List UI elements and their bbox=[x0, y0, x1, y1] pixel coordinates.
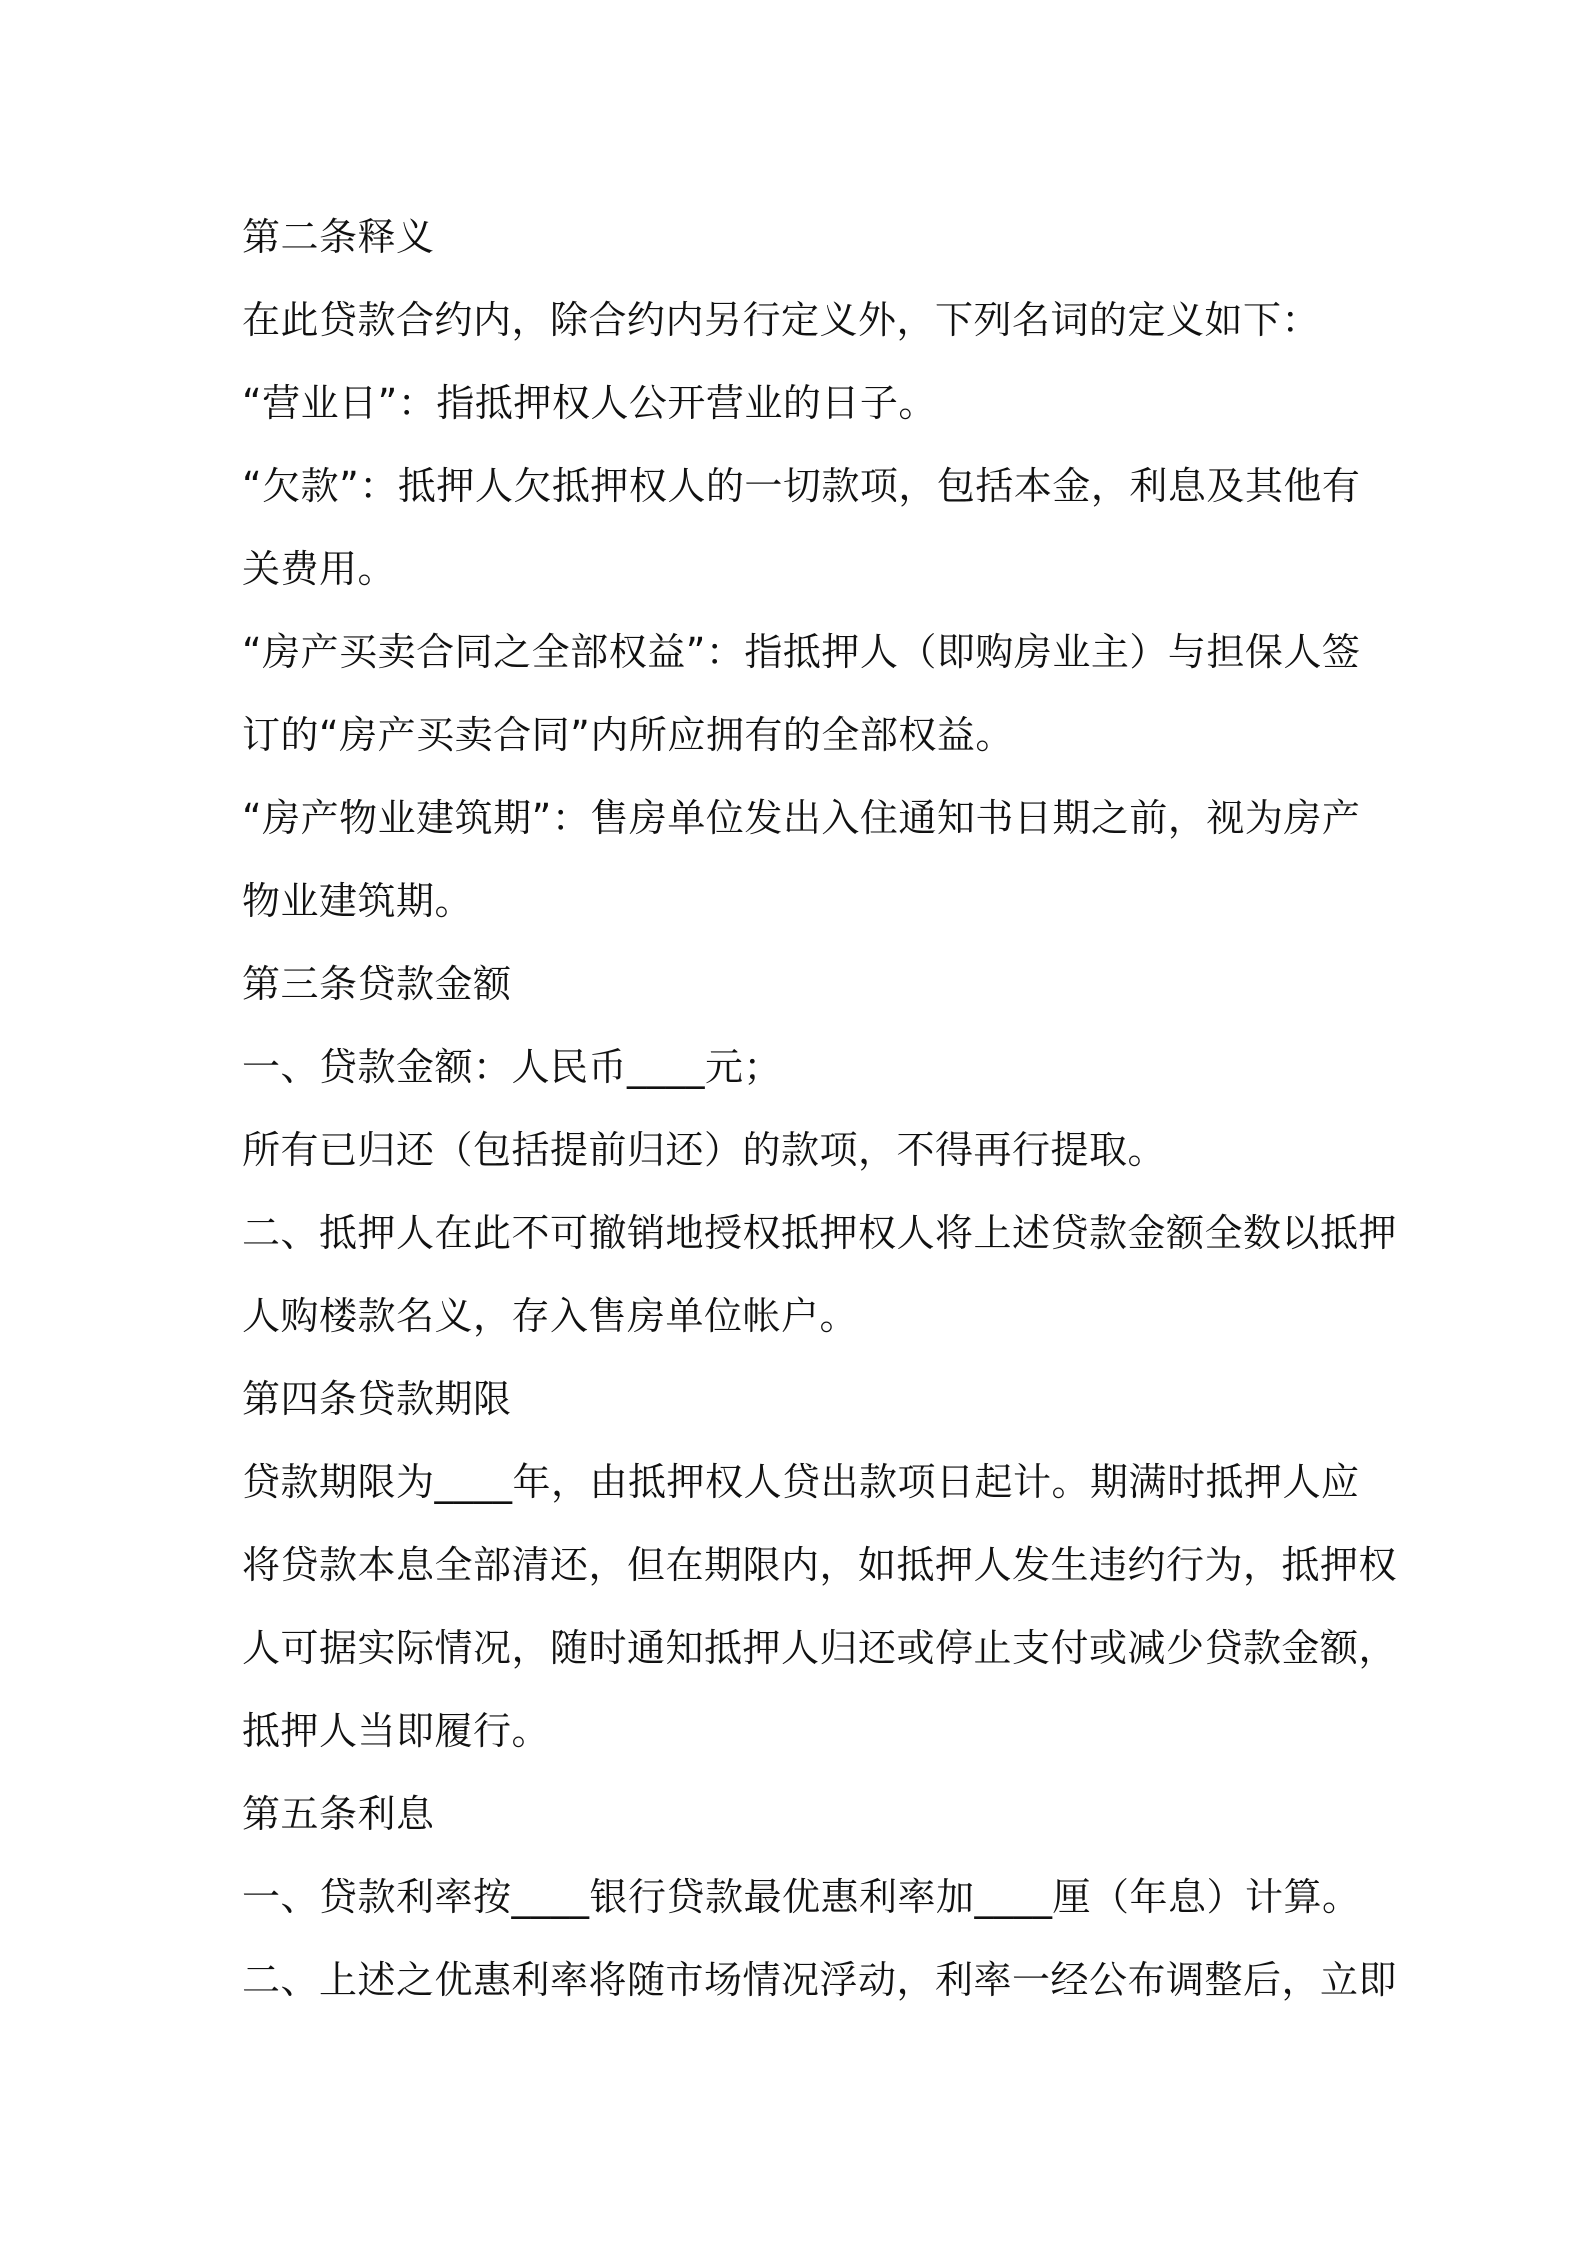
paragraph-line: 二、抵押人在此不可撤销地授权抵押权人将上述贷款金额全数以抵押 bbox=[242, 1211, 1398, 1255]
article-5-heading: 第五条利息 bbox=[242, 1792, 435, 1836]
paragraph-line: “营业日”：指抵押权人公开营业的日子。 bbox=[242, 381, 937, 425]
paragraph-line: 将贷款本息全部清还，但在期限内，如抵押人发生违约行为，抵押权 bbox=[242, 1543, 1398, 1587]
paragraph-line: 一、贷款金额：人民币____元； bbox=[242, 1045, 783, 1089]
document-body bbox=[242, 196, 1398, 2022]
paragraph-line: 在此贷款合约内，除合约内另行定义外，下列名词的定义如下： bbox=[242, 298, 1321, 342]
paragraph-line: 物业建筑期。 bbox=[242, 879, 474, 923]
paragraph-line: 贷款期限为____年，由抵押权人贷出款项日起计。期满时抵押人应 bbox=[242, 1460, 1360, 1504]
paragraph-line: “欠款”：抵押人欠抵押权人的一切款项，包括本金，利息及其他有 bbox=[242, 464, 1361, 508]
article-4-heading: 第四条贷款期限 bbox=[242, 1377, 512, 1421]
paragraph-line: 订的“房产买卖合同”内所应拥有的全部权益。 bbox=[242, 713, 1014, 757]
paragraph-line: “房产物业建筑期”：售房单位发出入住通知书日期之前，视为房产 bbox=[242, 796, 1361, 840]
paragraph-line: “房产买卖合同之全部权益”：指抵押人（即购房业主）与担保人签 bbox=[242, 630, 1361, 674]
paragraph-line: 二、上述之优惠利率将随市场情况浮动，利率一经公布调整后，立即 bbox=[242, 1958, 1398, 2002]
paragraph-line: 人购楼款名义，存入售房单位帐户。 bbox=[242, 1294, 859, 1338]
paragraph-line: 人可据实际情况，随时通知抵押人归还或停止支付或减少贷款金额， bbox=[242, 1626, 1398, 1670]
paragraph-line: 抵押人当即履行。 bbox=[242, 1709, 551, 1753]
paragraph-line: 一、贷款利率按____银行贷款最优惠利率加____厘（年息）计算。 bbox=[242, 1875, 1361, 1919]
paragraph-line: 关费用。 bbox=[242, 547, 397, 591]
article-3-heading: 第三条贷款金额 bbox=[242, 962, 512, 1006]
article-2-heading: 第二条释义 bbox=[242, 215, 435, 259]
paragraph-line: 所有已归还（包括提前归还）的款项，不得再行提取。 bbox=[242, 1128, 1167, 1172]
